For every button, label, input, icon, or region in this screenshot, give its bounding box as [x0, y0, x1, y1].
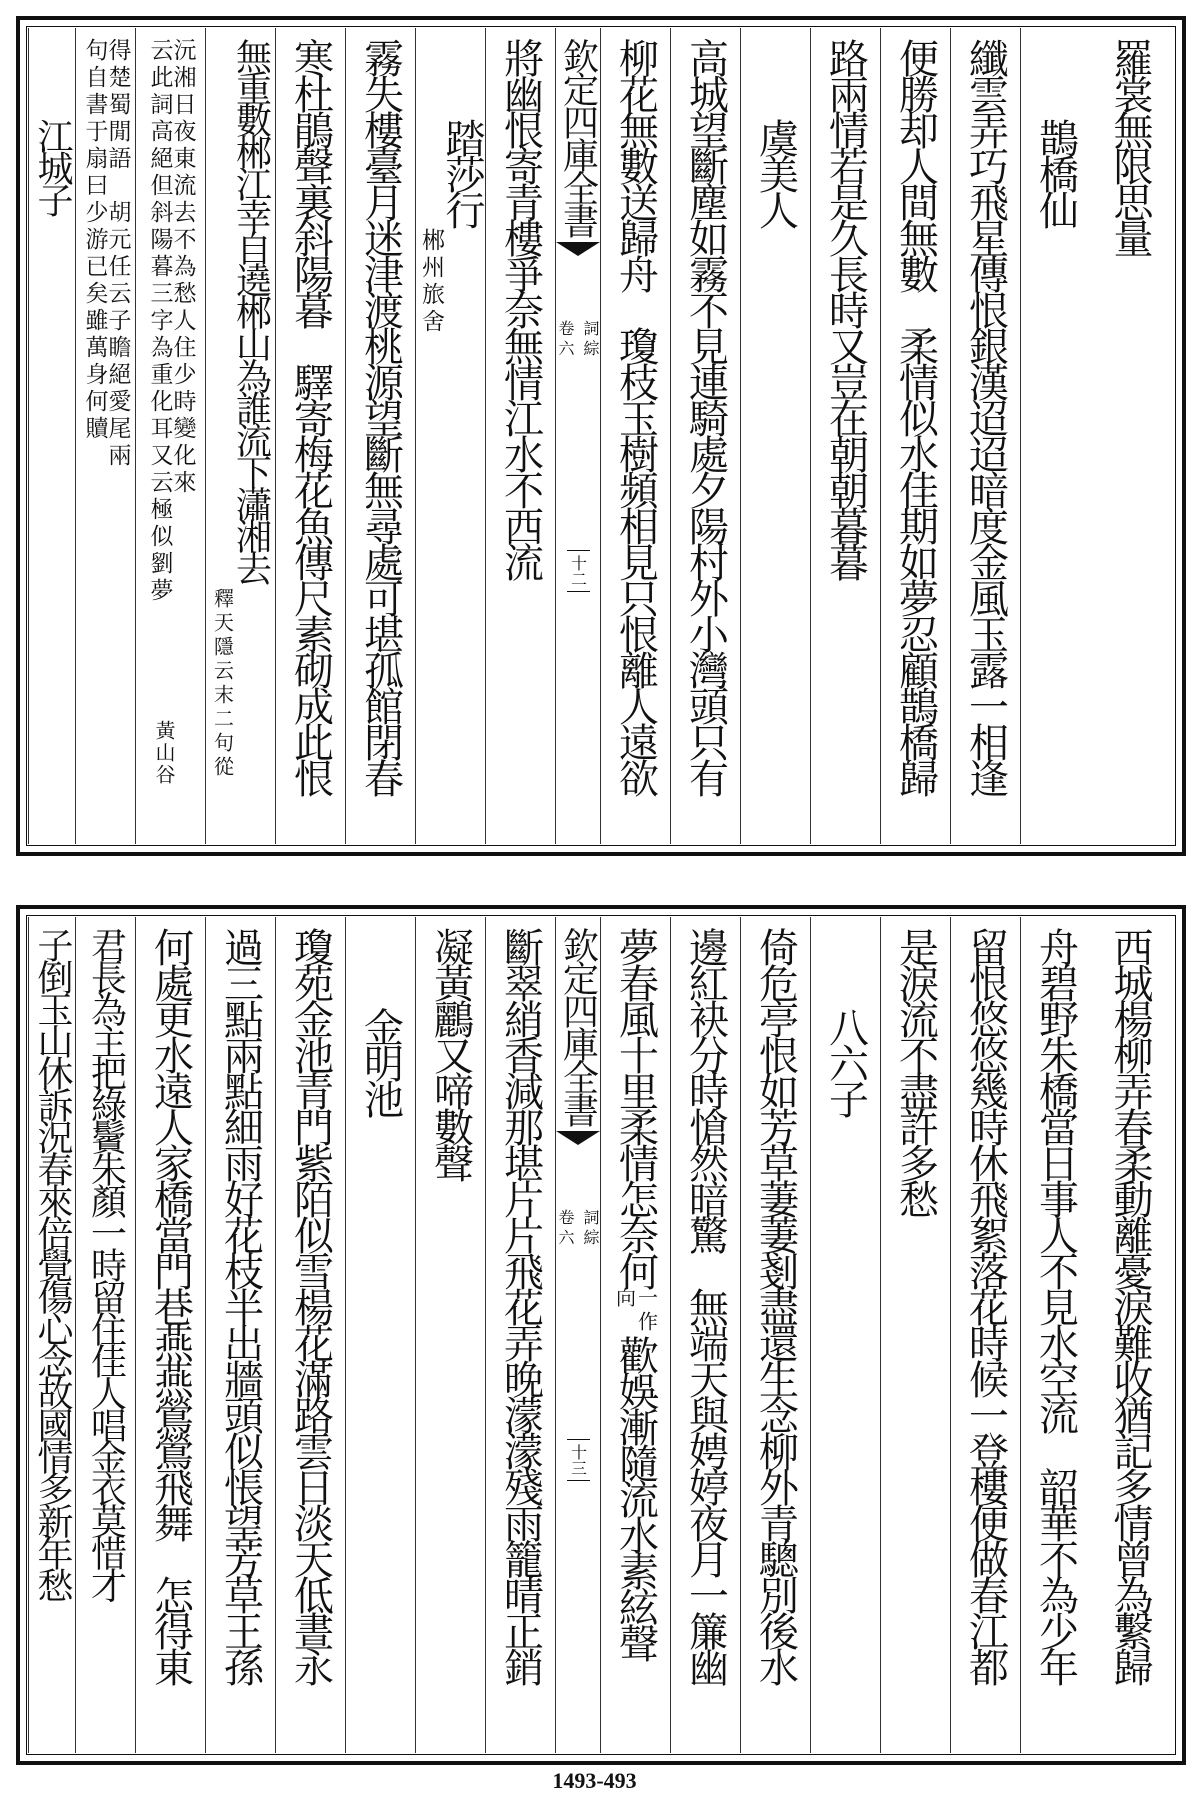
commentary-note: 沅湘日夜東流去不為愁人住少時變化來	[169, 38, 196, 497]
book-title: 詞綜	[581, 320, 600, 360]
text-column	[1090, 28, 1170, 844]
center-gutter	[555, 28, 600, 844]
column-text: 倚危亭恨如芳草萋萋剗盡還生念柳外青驄別後水	[752, 927, 799, 1683]
column-text: 便勝却人間無數 柔情似水佳期如夢忍顧鵲橋歸	[892, 38, 939, 794]
column-text: 凝黃鸝又啼數聲	[427, 927, 474, 1179]
library-title: 欽定四庫全書	[557, 38, 599, 236]
column-text: 霧失樓臺月迷津渡桃源望斷無尋處可堪孤館閉春	[357, 38, 404, 794]
commentary-note: 釋天隱云末二句從	[210, 588, 235, 780]
text-column	[485, 917, 555, 1753]
poem-title: 踏莎行	[439, 118, 485, 226]
column-text: 無重數郴江幸自遶郴山為誰流下瀟湘去	[230, 38, 272, 582]
column-text: 過三點兩點細雨好花枝半出牆頭似悵望芳草王孫	[217, 927, 264, 1683]
column-text: 高城望斷塵如霧不見連騎處夕陽村外小灣頭只有	[682, 38, 729, 794]
text-column	[670, 917, 740, 1753]
column-text: 邊紅袂分時愴然暗驚 無端天與娉婷夜月一簾幽	[682, 927, 729, 1683]
column-text: 西城楊柳弄春柔動離憂淚難收猶記多情曾為繫歸	[1107, 927, 1153, 1683]
text-column	[1020, 917, 1090, 1753]
column-text: 何處更水遠人家橋當門巷燕燕鶯鶯飛舞 怎得東	[147, 927, 194, 1683]
poem-title: 虞美人	[752, 118, 799, 226]
folio-number: 十二	[567, 550, 590, 592]
column-text: 瓊苑金池青門紫陌似雪楊花滿路雲日淡天低晝永	[287, 927, 334, 1683]
column-text: 舟碧野朱橋當日事人不見水空流 韶華不為少年	[1032, 927, 1079, 1683]
text-column	[810, 28, 880, 844]
text-column	[205, 917, 275, 1753]
column-text: 纖雲弄巧飛星傳恨銀漢迢迢暗度金風玉露一相逢	[962, 38, 1009, 794]
library-title: 欽定四庫全書	[557, 927, 599, 1125]
column-text: 羅裳無限思量	[1107, 38, 1153, 254]
text-column	[345, 28, 415, 844]
column-text: 路兩情若是久長時又豈在朝朝暮暮	[822, 38, 869, 578]
center-gutter	[555, 917, 600, 1753]
poem-title: 鵲橋仙	[1032, 118, 1079, 226]
column-text: 子倒玉山休訴況春來倍覺傷心念故國情多新年愁	[32, 927, 73, 1599]
gutter-meta	[554, 1209, 602, 1249]
text-column	[600, 28, 670, 844]
top-page	[16, 16, 1186, 856]
text-column	[205, 28, 275, 844]
text-column	[670, 28, 740, 844]
commentary-note: 句自書于扇曰少游已矣雖萬身何贖	[81, 38, 108, 443]
text-column	[275, 917, 345, 1753]
column-text: 將幽恨寄青樓爭奈無情江水不西流	[497, 38, 544, 578]
column-text: 君長為主把綠鬢朱顏一時留住佳人唱金衣莫惜才	[85, 927, 127, 1599]
commentary-note: 黃山谷	[152, 720, 176, 786]
fish-tail-mark	[556, 1131, 600, 1145]
page-number: 1493-493	[552, 1768, 637, 1793]
volume-label: 卷六	[556, 1209, 575, 1249]
text-column	[275, 28, 345, 844]
text-column	[950, 917, 1020, 1753]
book-title: 詞綜	[581, 1209, 600, 1249]
text-column	[810, 917, 880, 1753]
text-column	[880, 917, 950, 1753]
gutter-meta	[554, 320, 602, 360]
commentary-column	[75, 28, 135, 844]
poem-title: 八六子	[822, 1007, 869, 1115]
variant-note: 向	[612, 1287, 637, 1311]
commentary-note: 得楚蜀閒語 胡元任云子瞻絕愛尾兩	[104, 38, 131, 470]
column-text: 斷翠綃香減那堪片片飛花弄晚濛濛殘雨籠晴正銷	[497, 927, 544, 1683]
volume-label: 卷六	[556, 320, 575, 360]
poem-title: 金明池	[357, 1007, 404, 1115]
text-column	[600, 917, 670, 1753]
text-column	[345, 917, 415, 1753]
text-column	[880, 28, 950, 844]
column-text: 夢春風十里柔情怎奈何	[612, 927, 659, 1287]
text-column	[1020, 28, 1090, 844]
text-column	[135, 917, 205, 1753]
poem-title: 江城子	[32, 118, 73, 214]
text-column	[415, 28, 485, 844]
variant-note: 一作	[634, 1287, 659, 1335]
text-column	[485, 28, 555, 844]
text-column	[950, 28, 1020, 844]
text-column	[75, 917, 135, 1753]
folio-number: 十三	[567, 1439, 590, 1481]
text-column	[415, 917, 485, 1753]
column-text: 歡娛漸隨流水素絃聲	[612, 1335, 659, 1659]
text-column	[1090, 917, 1170, 1753]
commentary-note: 云此詞高絕但斜陽暮三字為重化耳又云極似劉夢	[146, 38, 173, 605]
subtitle-note: 郴州旅舍	[418, 228, 444, 336]
column-text: 是淚流不盡許多愁	[892, 927, 939, 1215]
column-text: 留恨悠悠幾時休飛絮落花時候一登樓便做春江都	[962, 927, 1009, 1683]
bottom-page	[16, 905, 1186, 1765]
column-text: 柳花無數送歸舟 瓊枝玉樹頻相見只恨離人遠欲	[612, 38, 659, 794]
column-text: 寒杜鵑聲裏斜陽暮 驛寄梅花魚傳尺素砌成此恨	[287, 38, 334, 794]
text-column	[28, 28, 75, 844]
text-column	[740, 917, 810, 1753]
text-column	[28, 917, 75, 1753]
text-column	[740, 28, 810, 844]
fish-tail-mark	[556, 242, 600, 256]
